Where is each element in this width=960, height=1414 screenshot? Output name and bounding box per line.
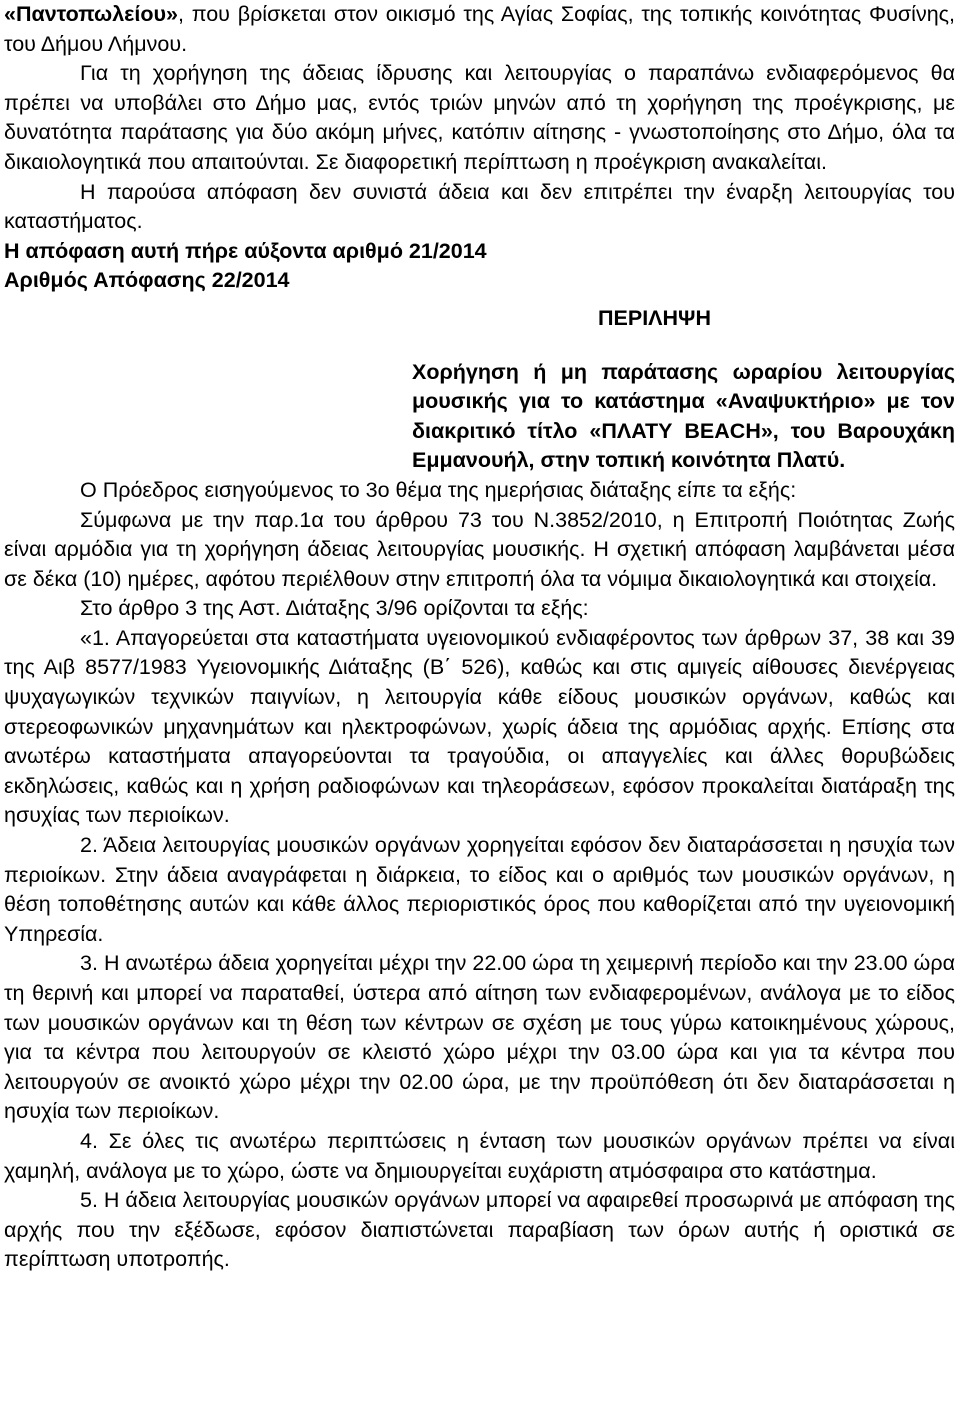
article-item-4: 4. Σε όλες τις ανωτέρω περιπτώσεις η ένταση των μουσικών οργάνων πρέπει να είναι χαμηλή, ανάλογα με το χώρο, ώστε να δημιουργείται ευχάριστη ατμόσφαιρα στο κατάστημα.: [4, 1128, 955, 1183]
intro-text: , που βρίσκεται στον οικισμό της Αγίας Σοφίας, της τοπικής κοινότητας Φυσίνης, του Δήμου Λήμνου.: [4, 2, 955, 56]
article-item-5: 5. Η άδεια λειτουργίας μουσικών οργάνων μπορεί να αφαιρεθεί προσωρινά με απόφαση της αρχής που την εξέδωσε, εφόσον διαπιστώνεται παραβίαση των όρων αυτής ή οριστικά σε περίπτωση υποτροπής.: [4, 1188, 955, 1272]
decision-serial-line: Η απόφαση αυτή πήρε αύξοντα αριθμό 21/2014: [4, 238, 487, 263]
shop-name: «Παντοπωλείου»: [4, 2, 178, 26]
article-paragraph: Στο άρθρο 3 της Αστ. Διάταξης 3/96 ορίζονται τα εξής:: [80, 596, 589, 621]
decision-number-line: Αριθμός Απόφασης 22/2014: [4, 268, 290, 293]
article-item-2: 2. Άδεια λειτουργίας μουσικών οργάνων χορηγείται εφόσον δεν διαταράσσεται η ησυχία των περιοίκων. Στην άδεια αναγράφεται η διάρκεια, το είδος και ο αριθμός των μουσικών οργάνων, η θέση τοποθέτησης αυτών και κάθε άλλος περιοριστικός όρος που καθορίζεται από την υγειονομική Υπηρεσία.: [4, 833, 955, 946]
notice-paragraph: Η παρούσα απόφαση δεν συνιστά άδεια και δεν επιτρέπει την έναρξη λειτουργίας του καταστήματος.: [4, 179, 955, 234]
article-item-3: 3. Η ανωτέρω άδεια χορηγείται μέχρι την 22.00 ώρα τη χειμερινή περίοδο και την 23.00 ώρα τη θερινή και μπορεί να παραταθεί, ύστερα από αίτηση των ενδιαφερομένων, ανάλογα με το είδος των μουσικών οργάνων και τη θέση των κέντρων σε σχέση με τους γύρω κατοικημένους χώρους, για τα κέντρα που λειτουργούν σε κλειστό χώρο μέχρι την 03.00 ώρα και για τα κέντρα που λειτουργούν σε ανοικτό χώρο μέχρι την 02.00 ώρα, με την προϋπόθεση ότι δεν διαταράσσεται η ησυχία των περιοίκων.: [4, 951, 955, 1124]
summary-text: Χορήγηση ή μη παράτασης ωραρίου λειτουργίας μουσικής για το κατάστημα «Αναψυκτήριο» με τον διακριτικό τίτλο «ΠΛΑΤΥ BEACH», του Βαρουχάκη: [412, 359, 955, 443]
intro-paragraph: [4, 0, 955, 59]
law-paragraph: Σύμφωνα με την παρ.1α του άρθρου 73 του Ν.3852/2010, η Επιτροπή Ποιότητας Ζωής είναι αρμόδια για τη χορήγηση άδειας λειτουργίας μουσικής. Η σχετική απόφαση λαμβάνεται μέσα σε δέκα (10) ημέρες, αφότου περιέλθουν στην επιτροπή όλα τα νόμιμα δικαιολογητικά και στοιχεία.: [4, 507, 955, 591]
summary-block: [412, 358, 955, 476]
chair-paragraph: Ο Πρόεδρος εισηγούμενος το 3ο θέμα της ημερήσιας διάταξης είπε τα εξής:: [80, 477, 797, 502]
summary-last-line: Εμμανουήλ, στην τοπική κοινότητα Πλατύ.: [412, 448, 846, 473]
article-item-1: «1. Απαγορεύεται στα καταστήματα υγειονομικού ενδιαφέροντος των άρθρων 37, 38 και 39 της Αιβ 8577/1983 Υγειονομικής Διάταξης (Β΄ 526), καθώς και στις αμιγείς αίθουσες διενέργειας ψυχαγωγικών τεχνικών παιγνίων, η λειτουργία κάθε είδους μουσικών οργάνων, καθώς και στερεοφωνικών μηχανημάτων και ηλεκτροφώνων, χωρίς άδεια της αρμόδιας αρχής. Επίσης στα ανωτέρω καταστήματα απαγορεύονται τα τραγούδια, οι απαγγελίες και άλλες θορυβώδεις εκδηλώσεις, καθώς και η χρήση ραδιοφώνων και τηλεοράσεων, εφόσον προκαλείται διατάραξη της ησυχίας των περιοίκων.: [4, 625, 955, 828]
summary-title: ΠΕΡΙΛΗΨΗ: [598, 305, 711, 330]
license-paragraph: Για τη χορήγηση της άδειας ίδρυσης και λειτουργίας ο παραπάνω ενδιαφερόμενος θα πρέπει να υποβάλει στο Δήμο μας, εντός τριών μηνών από τη χορήγηση της προέγκρισης, με δυνατότητα παράτασης για δύο ακόμη μήνες, κατόπιν αίτησης - γνωστοποίησης στο Δήμο, όλα τα δικαιολογητικά που απαιτούνται. Σε διαφορετική περίπτωση η προέγκριση ανακαλείται.: [4, 61, 955, 174]
